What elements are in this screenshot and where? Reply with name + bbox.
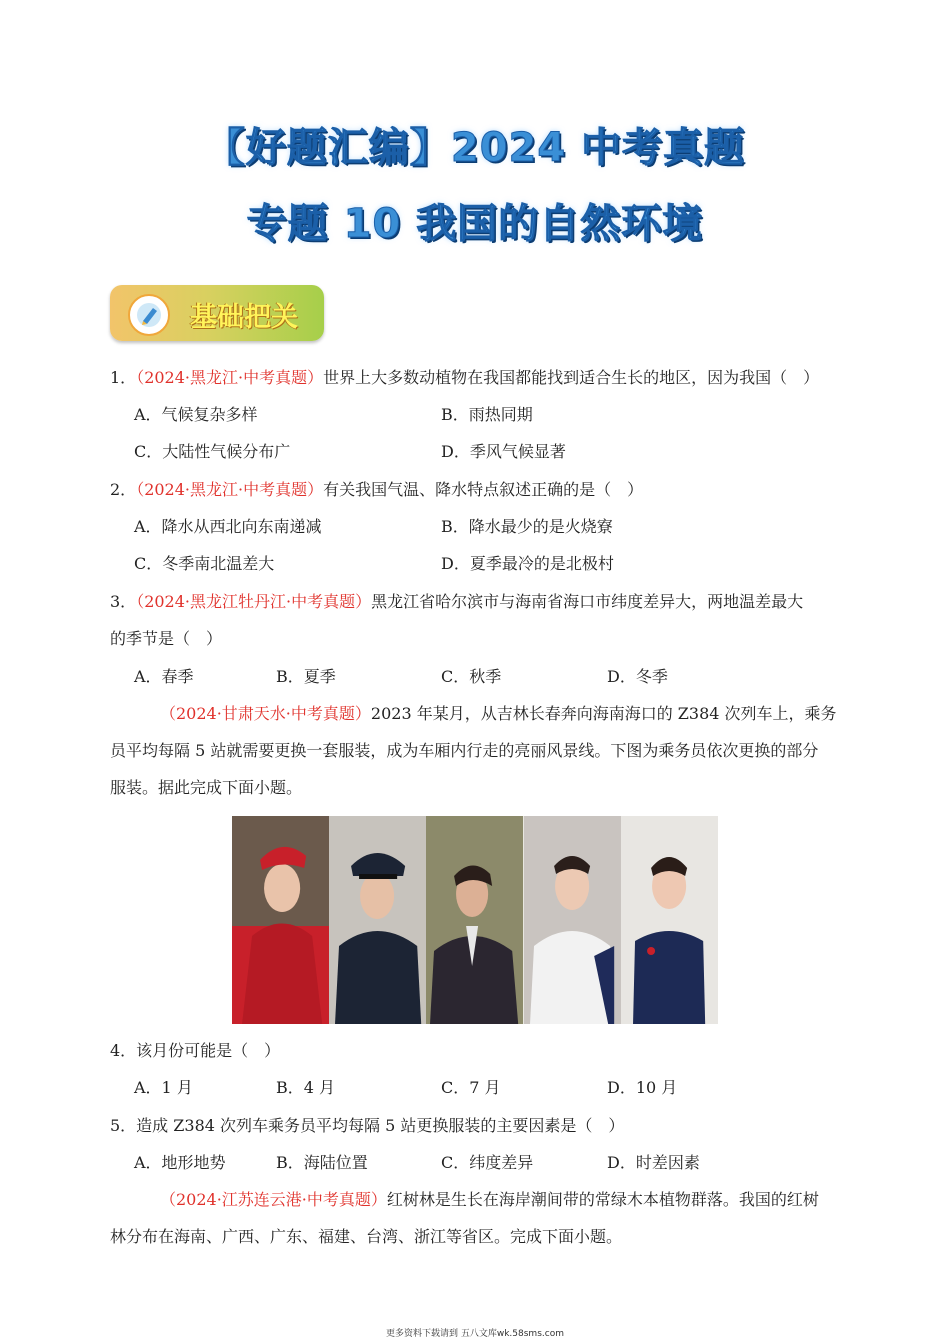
- option-b: B．海陆位置: [276, 1153, 368, 1172]
- option-a: A．1 月: [134, 1078, 193, 1097]
- question-source: （2024·黑龙江牡丹江·中考真题）: [136, 592, 372, 611]
- uniform-photos: [232, 816, 718, 1024]
- passage-1-line3: 服装。据此完成下面小题。: [110, 778, 303, 797]
- question-4: 4．该月份可能是（ ）: [110, 1041, 281, 1060]
- section-label: 基础把关: [190, 302, 298, 333]
- option-a: A．气候复杂多样: [134, 405, 258, 424]
- document-title-line1: 【好题汇编】2024 中考真题: [204, 125, 746, 171]
- section-badge: [110, 285, 324, 341]
- option-c: C．7 月: [441, 1078, 501, 1097]
- option-d: D．10 月: [607, 1078, 678, 1097]
- option-b: B．夏季: [276, 667, 336, 686]
- pen-icon: [128, 294, 170, 336]
- uniform-photo-1: [232, 816, 329, 1024]
- question-number: 1．: [110, 368, 137, 387]
- uniform-photo-4: [524, 816, 621, 1024]
- option-a: A．地形地势: [134, 1153, 226, 1172]
- question-stem: 世界上大多数动植物在我国都能找到适合生长的地区，因为我国（ ）: [323, 368, 820, 387]
- document-title-line2: 专题 10 我国的自然环境: [246, 201, 704, 247]
- question-stem: 黑龙江省哈尔滨市与海南省海口市纬度差异大，两地温差最大: [371, 592, 804, 611]
- uniform-photo-5: [621, 816, 718, 1024]
- option-c: C．冬季南北温差大: [134, 554, 275, 573]
- option-c: C．秋季: [441, 667, 502, 686]
- passage-source: （2024·江苏连云港·中考真题）: [160, 1190, 387, 1209]
- question-source: （2024·黑龙江·中考真题）: [136, 368, 324, 387]
- option-c: C．大陆性气候分布广: [134, 442, 291, 461]
- footer-note: 更多资料下载请到 五八文库wk.58sms.com: [386, 1329, 564, 1339]
- passage-2-line1: [160, 1190, 819, 1210]
- question-3: [110, 592, 803, 612]
- option-b: B．4 月: [276, 1078, 336, 1097]
- uniform-photo-2: [329, 816, 426, 1024]
- option-d: D．夏季最冷的是北极村: [441, 554, 614, 573]
- option-a: A．降水从西北向东南递减: [134, 517, 322, 536]
- question-5: 5．造成 Z384 次列车乘务员平均每隔 5 站更换服装的主要因素是（ ）: [110, 1116, 625, 1135]
- option-d: D．时差因素: [607, 1153, 700, 1172]
- passage-1-line2: 员平均每隔 5 站就需要更换一套服装，成为车厢内行走的亮丽风景线。下图为乘务员依次更换的部分: [110, 741, 819, 760]
- passage-2-line2: 林分布在海南、广西、广东、福建、台湾、浙江等省区。完成下面小题。: [110, 1227, 623, 1246]
- uniform-photo-3: [426, 816, 523, 1024]
- question-1: [110, 368, 819, 388]
- question-stem: 有关我国气温、降水特点叙述正确的是（ ）: [323, 480, 644, 499]
- passage-source: （2024·甘肃天水·中考真题）: [160, 704, 371, 723]
- question-number: 3．: [110, 592, 137, 611]
- question-source: （2024·黑龙江·中考真题）: [136, 480, 324, 499]
- passage-text: 红树林是生长在海岸潮间带的常绿木本植物群落。我国的红树: [386, 1190, 819, 1209]
- option-b: B．降水最少的是火烧寮: [441, 517, 613, 536]
- question-3-continued: 的季节是（ ）: [110, 629, 223, 648]
- question-2: [110, 480, 643, 500]
- question-number: 2．: [110, 480, 137, 499]
- option-a: A．春季: [134, 667, 194, 686]
- option-d: D．季风气候显著: [441, 442, 566, 461]
- passage-1-line1: [160, 704, 837, 724]
- passage-text: 2023 年某月，从吉林长春奔向海南海口的 Z384 次列车上，乘务: [370, 704, 837, 723]
- option-c: C．纬度差异: [441, 1153, 534, 1172]
- option-b: B．雨热同期: [441, 405, 533, 424]
- option-d: D．冬季: [607, 667, 668, 686]
